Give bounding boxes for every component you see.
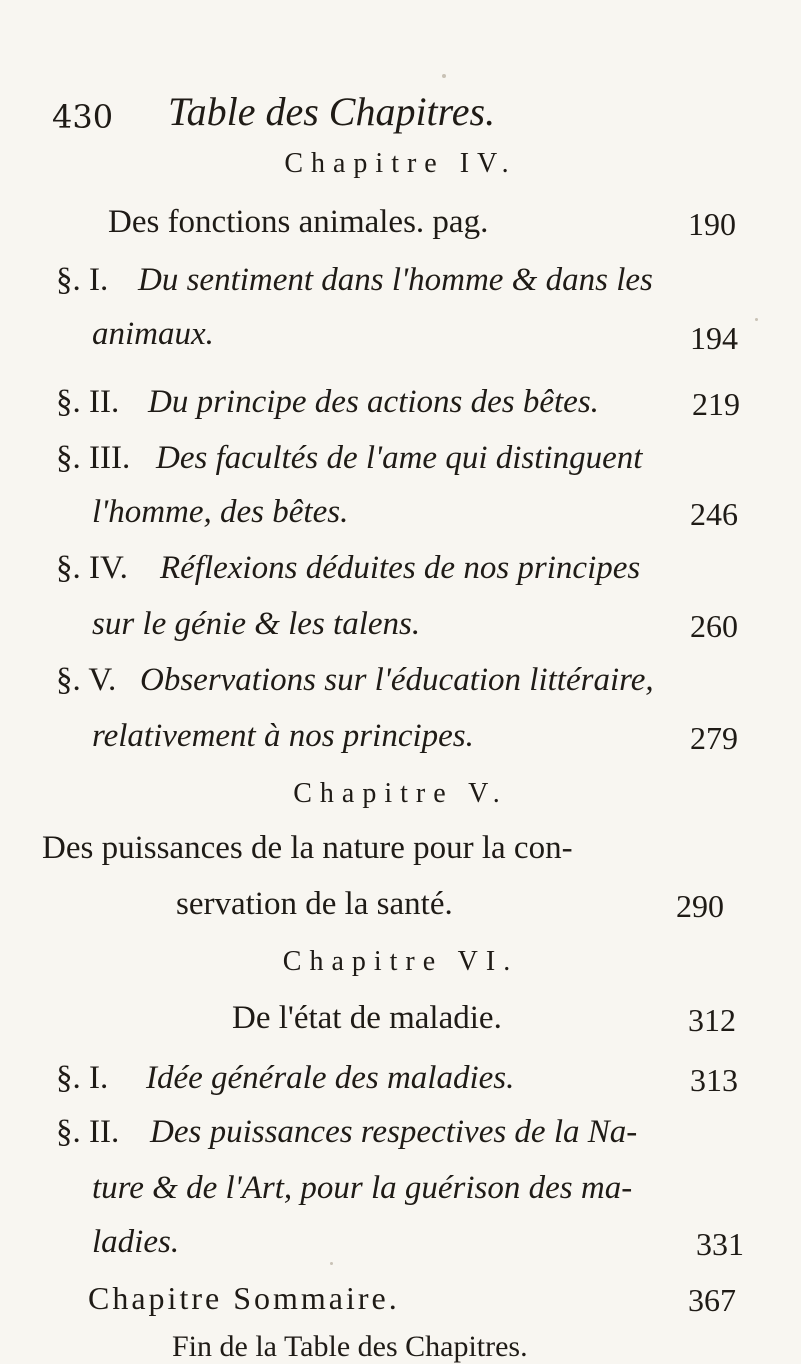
page-number: 430 bbox=[52, 98, 114, 136]
section-mark: §. I. bbox=[56, 262, 109, 298]
chapter-4-page: 190 bbox=[688, 206, 736, 242]
paper-speck bbox=[755, 318, 758, 321]
section-title-cont: sur le génie & les talens. bbox=[92, 606, 421, 642]
section-title: Idée générale des maladies. bbox=[146, 1060, 515, 1096]
chapter-5-heading-text: Chapitre V. bbox=[293, 778, 508, 809]
chapter-5-page: 290 bbox=[676, 888, 724, 924]
section-page: 194 bbox=[690, 320, 738, 356]
section-title: Réflexions déduites de nos principes bbox=[160, 550, 641, 586]
chapter-5-title: Des puissances de la nature pour la con- bbox=[42, 830, 573, 866]
section-page: 260 bbox=[690, 608, 738, 644]
section-title-cont: relativement à nos principes. bbox=[92, 718, 474, 754]
section-title-cont: ture & de l'Art, pour la guérison des ma- bbox=[92, 1170, 633, 1206]
section-page: 246 bbox=[690, 496, 738, 532]
end-of-table-text: Fin de la Table des Chapitres. bbox=[172, 1330, 528, 1363]
chapter-4-heading-text: Chapitre IV. bbox=[284, 148, 517, 179]
section-title: Des facultés de l'ame qui distinguent bbox=[156, 440, 643, 476]
section-page: 331 bbox=[696, 1226, 744, 1262]
running-title: Table des Chapitres. bbox=[168, 89, 496, 134]
chapter-6-heading bbox=[0, 946, 801, 978]
section-page: 279 bbox=[690, 720, 738, 756]
section-title-cont: animaux. bbox=[92, 316, 214, 352]
section-title: Du sentiment dans l'homme & dans les bbox=[138, 262, 653, 298]
section-title-cont: l'homme, des bêtes. bbox=[92, 494, 349, 530]
section-title: Des puissances respectives de la Na- bbox=[150, 1114, 638, 1150]
chapter-6-page: 312 bbox=[688, 1002, 736, 1038]
section-mark: §. I. bbox=[56, 1060, 109, 1096]
chapter-5-title-cont: servation de la santé. bbox=[176, 886, 453, 922]
sommaire-entry: Chapitre Sommaire. bbox=[88, 1280, 400, 1316]
section-mark: §. III. bbox=[56, 440, 131, 476]
paper-speck bbox=[442, 74, 446, 78]
section-mark: §. V. bbox=[56, 662, 117, 698]
section-mark: §. IV. bbox=[56, 550, 128, 586]
section-page: 219 bbox=[692, 386, 740, 422]
sommaire-page: 367 bbox=[688, 1282, 736, 1318]
chapter-6-heading-text: Chapitre VI. bbox=[282, 946, 519, 977]
paper-speck bbox=[330, 1262, 333, 1265]
section-page: 313 bbox=[690, 1062, 738, 1098]
chapter-4-heading bbox=[0, 148, 801, 180]
chapter-6-title: De l'état de maladie. bbox=[232, 1000, 502, 1036]
section-title: Du principe des actions des bêtes. bbox=[148, 384, 599, 420]
chapter-4-title: Des fonctions animales. pag. bbox=[108, 204, 489, 240]
section-mark: §. II. bbox=[56, 384, 120, 420]
section-mark: §. II. bbox=[56, 1114, 120, 1150]
section-title: Observations sur l'éducation littéraire, bbox=[140, 662, 654, 698]
section-title-cont: ladies. bbox=[92, 1224, 180, 1260]
chapter-5-heading bbox=[0, 778, 801, 810]
